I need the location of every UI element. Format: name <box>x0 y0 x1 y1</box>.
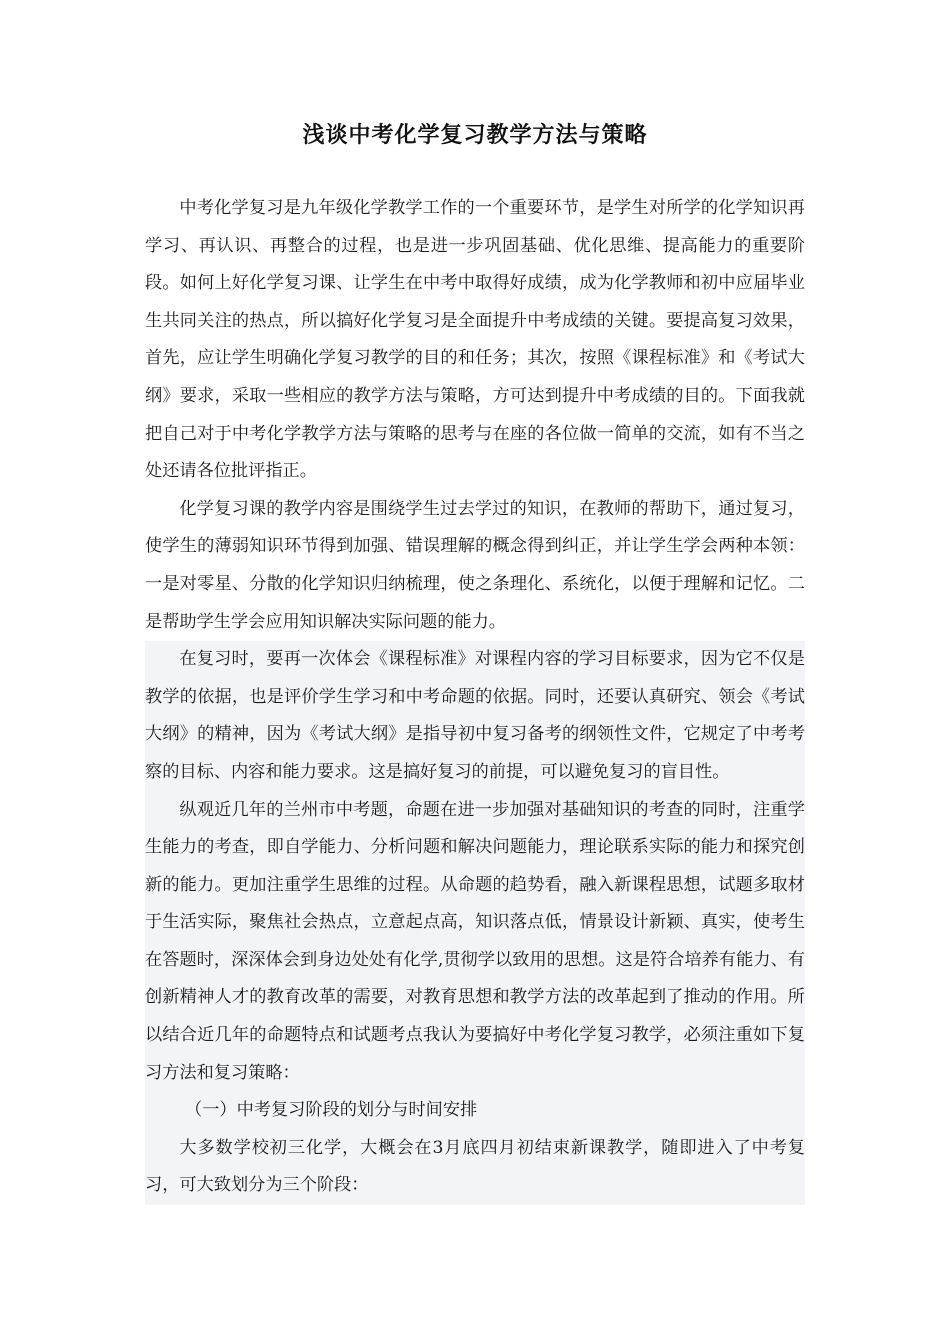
shaded-section <box>145 641 805 1205</box>
paragraph-intro: 中考化学复习是九年级化学教学工作的一个重要环节，是学生对所学的化学知识再学习、再认识、再整合的过程，也是进一步巩固基础、优化思维、提高能力的重要阶段。如何上好化学复习课、让学生在中考中取得好成绩，成为化学教师和初中应届毕业生共同关注的热点，所以搞好化学复习是全面提升中考成绩的关键。要提高复习效果，首先，应让学生明确化学复习教学的目的和任务；其次，按照《课程标准》和《考试大纲》要求，采取一些相应的教学方法与策略，方可达到提升中考成绩的目的。下面我就把自己对于中考化学教学方法与策略的思考与在座的各位做一简单的交流，如有不当之处还请各位批评指正。 <box>145 198 805 482</box>
paragraph-exam-trends: 纵观近几年的兰州市中考题，命题在进一步加强对基础知识的考查的同时，注重学生能力的考查，即自学能力、分析问题和解决问题能力，理论联系实际的能力和探究创新的能力。更加注重学生思维的过程。从命题的趋势看，融入新课程思想，试题多取材于生活实际，聚焦社会热点，立意起点高，知识落点低，情景设计新颖、真实，使考生在答题时，深深体会到身边处处有化学,贯彻学以致用的思想。这是符合培养有能力、有创新精神人才的教育改革的需要，对教育思想和教学方法的改革起到了推动的作用。所以结合近几年的命题特点和试题考点我认为要搞好中考化学复习教学，必须注重如下复习方法和复习策略： <box>145 799 805 1083</box>
document-body <box>145 190 805 1205</box>
paragraph-stages: 大多数学校初三化学，大概会在3月底四月初结束新课教学，随即进入了中考复习，可大致划分为三个阶段： <box>145 1137 805 1196</box>
paragraph-review-content: 化学复习课的教学内容是围绕学生过去学过的知识，在教师的帮助下，通过复习，使学生的薄弱知识环节得到加强、错误理解的概念得到纠正，并让学生学会两种本领：一是对零星、分散的化学知识归纳梳理，使之条理化、系统化，以便于理解和记忆。二是帮助学生学会应用知识解决实际问题的能力。 <box>145 498 805 632</box>
section-heading-stages: （一）中考复习阶段的划分与时间安排 <box>185 1100 478 1121</box>
document-title: 浅谈中考化学复习教学方法与策略 <box>302 122 648 148</box>
paragraph-standards: 在复习时，要再一次体会《课程标准》对课程内容的学习目标要求，因为它不仅是教学的依据，也是评价学生学习和中考命题的依据。同时，还要认真研究、领会《考试大纲》的精神，因为《考试大纲》是指导初中复习备考的纲领性文件，它规定了中考考察的目标、内容和能力要求。这是搞好复习的前提，可以避免复习的盲目性。 <box>145 649 805 782</box>
